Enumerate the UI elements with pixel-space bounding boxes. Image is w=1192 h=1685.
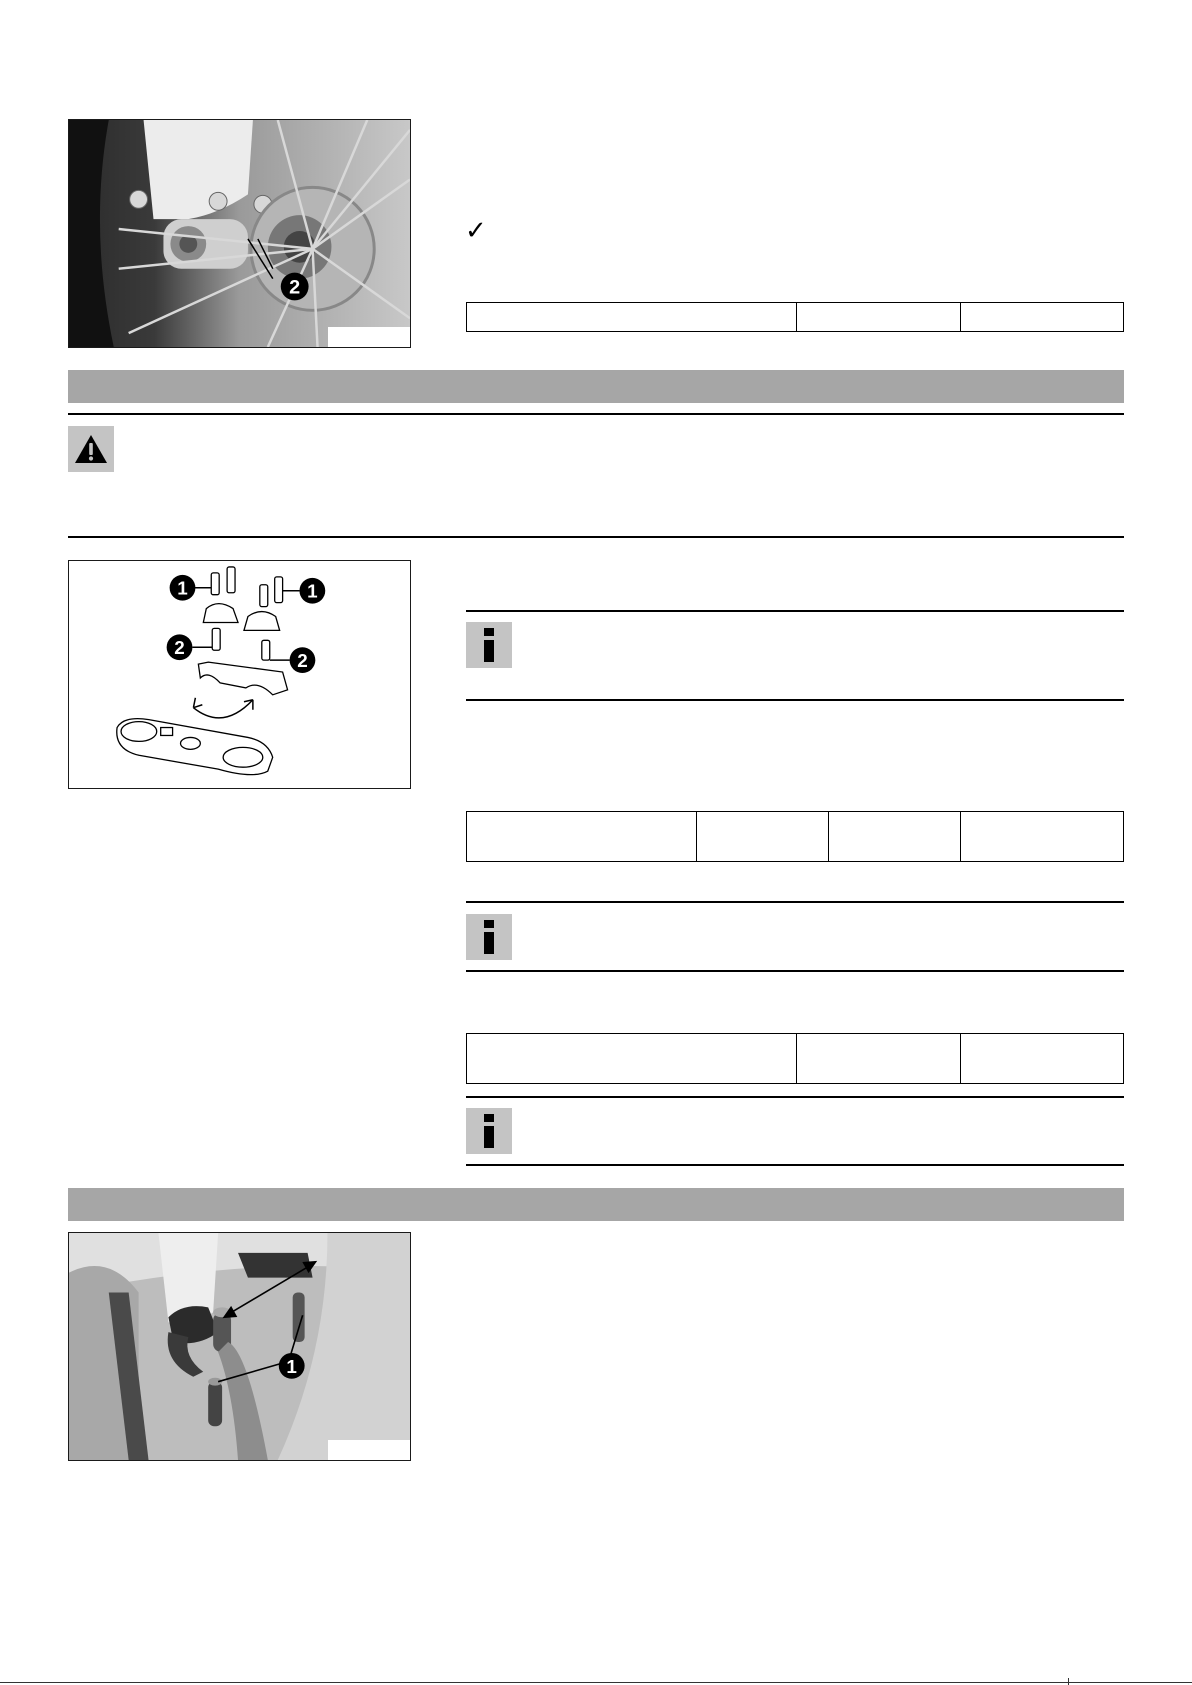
warning-triangle-icon bbox=[68, 426, 114, 472]
spec-table-cell bbox=[961, 1034, 1123, 1083]
spec-table-1 bbox=[466, 302, 1124, 332]
callout-1-left: 1 bbox=[177, 577, 188, 599]
note-top-rule bbox=[466, 610, 1124, 612]
warning-bottom-rule bbox=[68, 536, 1124, 538]
spec-table-3 bbox=[466, 1033, 1124, 1084]
spec-table-cell bbox=[797, 303, 961, 331]
note-bottom-rule bbox=[466, 1164, 1124, 1166]
check-icon: ✓ bbox=[465, 216, 487, 246]
front-axle-photo bbox=[68, 119, 411, 348]
warning-top-rule bbox=[68, 413, 1124, 415]
photo-label-area bbox=[328, 1440, 410, 1460]
callout-2-left: 2 bbox=[174, 637, 185, 659]
callout-2: 2 bbox=[289, 276, 301, 299]
spec-table-cell bbox=[467, 303, 797, 331]
page-footer-divider bbox=[1068, 1678, 1069, 1685]
info-icon bbox=[466, 914, 512, 960]
spec-table-cell bbox=[829, 812, 961, 861]
note-bottom-rule bbox=[466, 970, 1124, 972]
steering-photo bbox=[68, 1232, 411, 1461]
spec-table-cell bbox=[961, 303, 1123, 331]
spec-table-cell bbox=[797, 1034, 961, 1083]
info-icon bbox=[466, 622, 512, 668]
callout-1-right: 1 bbox=[307, 580, 318, 602]
note-top-rule bbox=[466, 1096, 1124, 1098]
spec-table-cell bbox=[697, 812, 829, 861]
clamp-diagram bbox=[68, 560, 411, 789]
callout-1: 1 bbox=[286, 1355, 297, 1377]
page-footer-rule bbox=[0, 1682, 1192, 1683]
note-bottom-rule bbox=[466, 699, 1124, 701]
section-header-bar bbox=[68, 1188, 1124, 1221]
spec-table-2 bbox=[466, 811, 1124, 862]
spec-table-cell bbox=[467, 812, 697, 861]
spec-table-cell bbox=[467, 1034, 797, 1083]
info-icon bbox=[466, 1108, 512, 1154]
spec-table-cell bbox=[961, 812, 1123, 861]
callout-2-right: 2 bbox=[297, 650, 308, 672]
photo-label-area bbox=[328, 327, 410, 347]
section-header-bar bbox=[68, 370, 1124, 403]
note-top-rule bbox=[466, 901, 1124, 903]
